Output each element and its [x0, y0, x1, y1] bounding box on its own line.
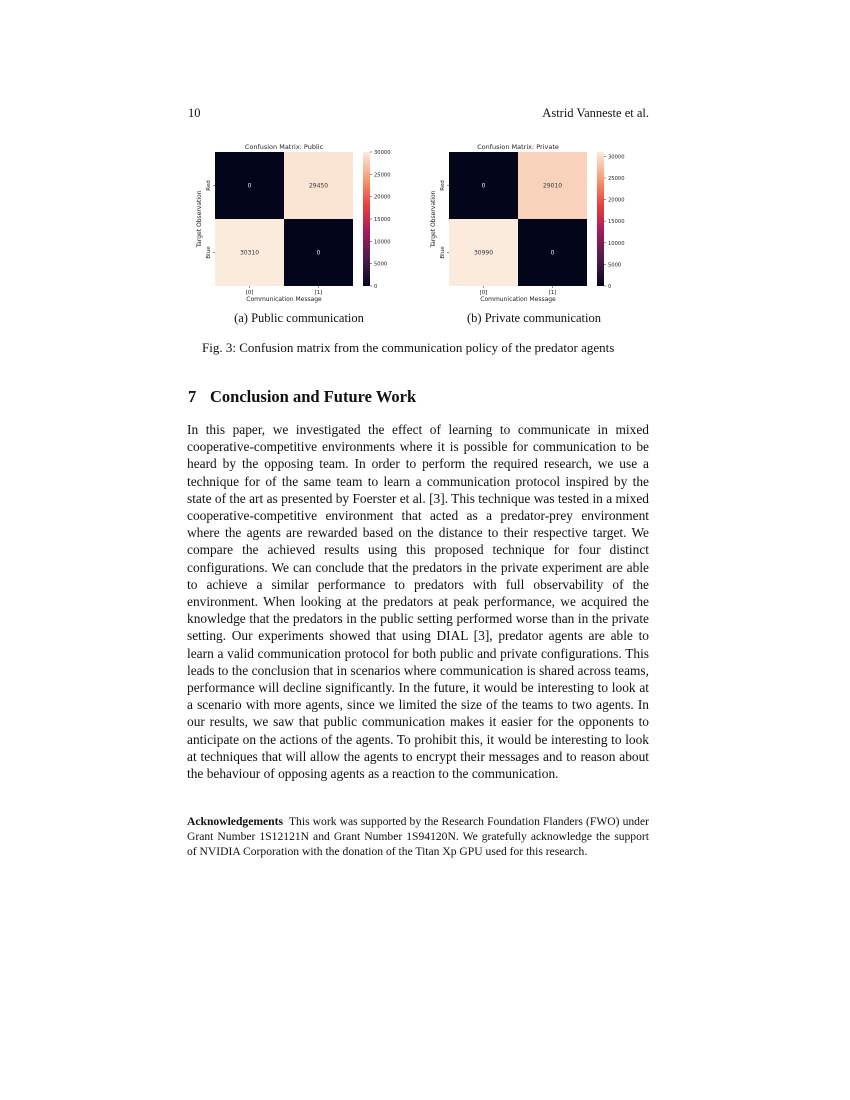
y-tick-label: Red [206, 180, 212, 191]
cell-value-label: 29450 [308, 182, 329, 190]
cell-value-label: 29010 [542, 182, 563, 190]
subcaption-private: (b) Private communication [467, 311, 601, 325]
cell-value-label: 30990 [473, 249, 494, 257]
cell-value-label: 30310 [239, 249, 260, 257]
y-axis-label: Target Observation [430, 190, 437, 248]
x-axis-label: Communication Message [480, 296, 556, 303]
y-axis-label: Target Observation [196, 190, 203, 248]
colorbar-tick-label: 10000 [374, 239, 391, 246]
section-heading [188, 387, 416, 407]
x-tick-label: [0] [245, 290, 254, 296]
colorbar-tick-label: 30000 [608, 154, 625, 161]
colorbar-tick-label: 25000 [374, 172, 391, 179]
conclusion-paragraph: In this paper, we investigated the effect of learning to communicate in mixed cooperative-competitive environments where it is possible for communication to be heard by the opposing team. In order to perform the required research, we use a technique for of the same team to learn a communication protocol inspired by the state of the art as presented by Foerster et al. [3]. This technique was tested in a mixed cooperative-competitive environment that acted as a predator-prey environment where the agents are rewarded based on the distance to their respective target. We compare the achieved results using this proposed technique for four distinct configurations. We can conclude that the predators in the private experiment are able to achieve a similar performance to predators with full observability of the environment. When looking at the predators at peak performance, we acquired the knowledge that the predators in the public setting performed worse than in the private setting. Our experiments showed that using DIAL [3], predator agents are able to learn a valid communication protocol for both public and private configurations. This leads to the conclusion that in scenarios where communication is shared across teams, performance will decline significantly. In the future, it would be interesting to look at a scenario with more agents, since we limited the size of the teams to two agents. In our results, we saw that public communication makes it easier for the opponents to anticipate on the actions of the agents. To prohibit this, it would be interesting to look at techniques that will allow the agents to encrypt their messages and to reason about the behaviour of opposing agents as a reaction to the communication. [187, 422, 649, 782]
colorbar-tick-label: 0 [374, 284, 378, 290]
colorbar-tick-label: 5000 [374, 261, 388, 268]
y-tick-label: Red [440, 180, 446, 191]
section-title: Conclusion and Future Work [210, 387, 417, 406]
chart-title: Confusion Matrix: Public [244, 143, 324, 151]
colorbar-tick-label: 20000 [374, 194, 391, 201]
colorbar-tick-label: 5000 [608, 262, 622, 269]
figure-caption: Fig. 3: Confusion matrix from the communication policy of the predator agents [202, 340, 615, 355]
subcaption-public: (a) Public communication [234, 311, 364, 325]
x-tick-label: [1] [548, 290, 557, 296]
cell-value-label: 0 [247, 182, 252, 190]
confusion-matrix-figure [190, 138, 660, 308]
cell-value-label: 0 [316, 249, 321, 257]
confusion-matrix-private [430, 143, 625, 303]
x-axis-label: Communication Message [246, 296, 322, 303]
y-tick-label: Blue [206, 246, 212, 259]
cell-value-label: 0 [550, 249, 555, 257]
x-tick-label: [1] [314, 290, 323, 296]
colorbar-tick-label: 25000 [608, 175, 625, 182]
colorbar-tick-label: 15000 [374, 217, 391, 223]
colorbar-tick-label: 30000 [374, 150, 391, 156]
y-tick-label: Blue [440, 246, 446, 259]
colorbar [597, 152, 604, 286]
colorbar [363, 152, 370, 286]
colorbar-tick-label: 10000 [608, 240, 625, 247]
acknowledgements-text: This work was supported by the Research Foundation Flanders (FWO) under Grant Number 1S12121N and Grant Number 1S94120N. We gratefully acknowledge the support of NVIDIA Corporation with the donation of the Titan Xp GPU used for this research. [187, 815, 649, 859]
acknowledgements-label: Acknowledgements [187, 815, 283, 828]
acknowledgements [187, 814, 649, 860]
section-number: 7 [188, 387, 197, 406]
x-tick-label: [0] [479, 290, 488, 296]
colorbar-tick-label: 0 [608, 284, 612, 290]
confusion-matrix-public [196, 143, 391, 303]
colorbar-tick-label: 15000 [608, 219, 625, 226]
colorbar-tick-label: 20000 [608, 197, 625, 204]
chart-title: Confusion Matrix: Private [477, 143, 559, 151]
cell-value-label: 0 [481, 182, 486, 190]
page-number: 10 [188, 106, 201, 120]
running-head: Astrid Vanneste et al. [542, 106, 649, 120]
